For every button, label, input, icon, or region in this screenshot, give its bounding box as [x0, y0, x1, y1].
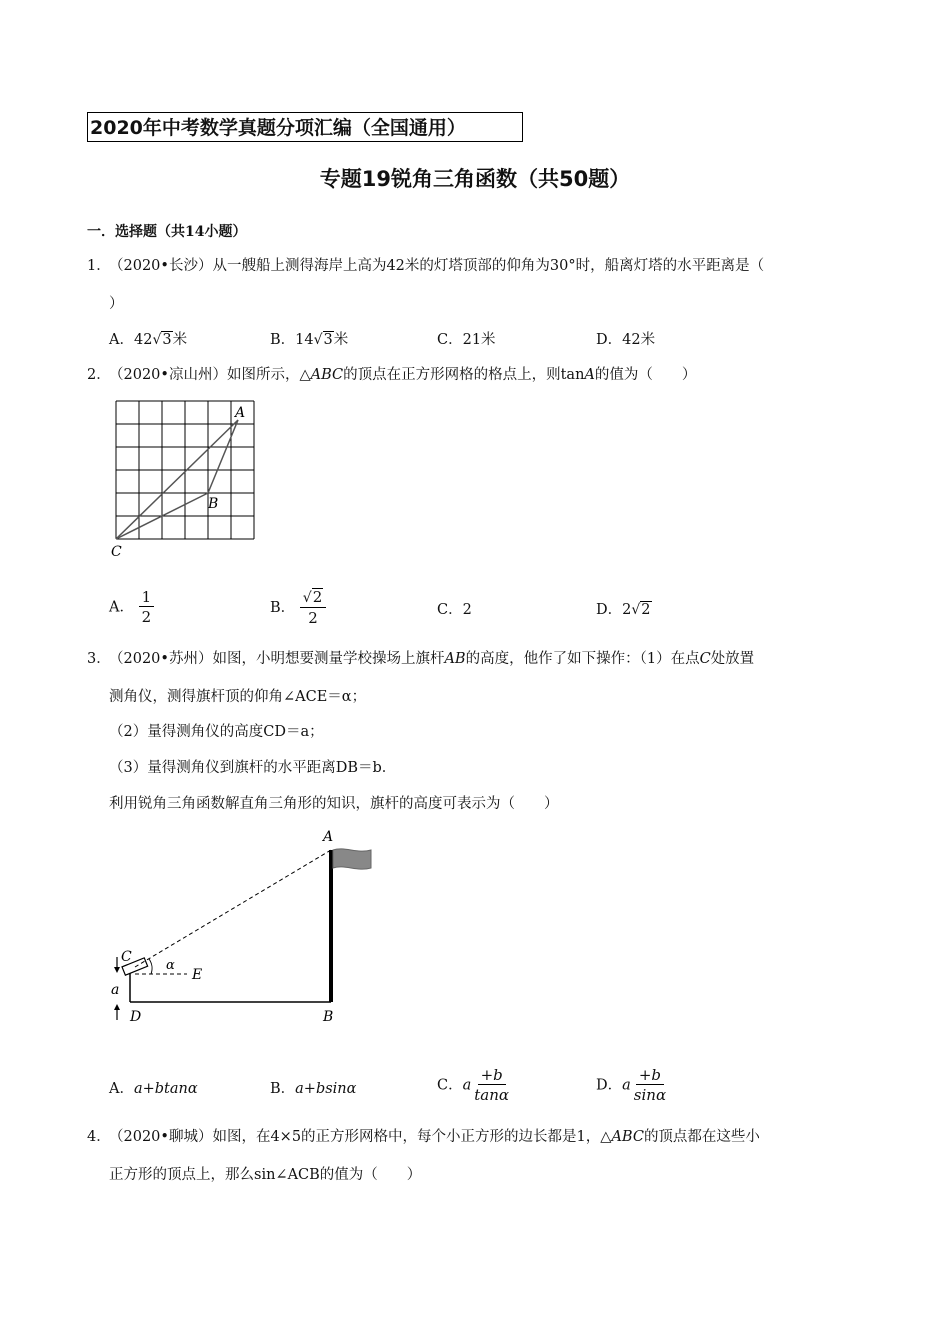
- label-e: E: [192, 967, 203, 983]
- q3-text-line3: （2）量得测角仪的高度CD＝a；: [109, 724, 324, 740]
- q1-option-b: B．14√3米: [270, 332, 349, 348]
- q1-option-c: C．21米: [437, 332, 496, 348]
- q1-option-d: D．42米: [596, 332, 656, 348]
- label-b: B: [323, 1009, 334, 1025]
- arrow-down-icon: [114, 967, 120, 973]
- label-height-a: a: [111, 982, 120, 998]
- doc-title: 专题19锐角三角函数（共50题）: [319, 167, 631, 191]
- arrow-up-icon: [114, 1004, 120, 1010]
- q3-option-d: D．a $\frac{+b}{\sin\alpha}$: [596, 1066, 667, 1104]
- q4-text-line1: （2020•聊城）如图，在4×5的正方形网格中，每个小正方形的边长都是1，△ABC的顶点都在这些小: [109, 1129, 760, 1145]
- q3-number: 3．: [87, 651, 111, 667]
- series-title: 2020年中考数学真题分项汇编（全国通用）: [87, 112, 523, 142]
- label-b: B: [208, 496, 219, 512]
- q3-option-c: C．a $\frac{+b}{\tan\alpha}$: [437, 1066, 510, 1104]
- section-heading: 一．选择题（共14小题）: [87, 224, 247, 240]
- q4-text-line2: 正方形的顶点上，那么sin∠ACB的值为（ ）: [109, 1167, 422, 1183]
- q3-option-a: A．a+btanα: [109, 1081, 198, 1097]
- q2-option-d: D．2√2: [596, 602, 651, 618]
- q3-text-line4: （3）量得测角仪到旗杆的水平距离DB＝b．: [109, 760, 397, 776]
- q2-number: 2．: [87, 367, 111, 383]
- label-a: A: [323, 829, 334, 845]
- label-alpha: α: [166, 958, 175, 973]
- q3-text-line5: 利用锐角三角函数解直角三角形的知识，旗杆的高度可表示为（ ）: [109, 796, 559, 812]
- label-a: A: [235, 405, 246, 421]
- q2-option-a: A． $\frac{1}{2}$: [109, 588, 154, 627]
- triangle-abc: [116, 420, 238, 539]
- q2-text: （2020•凉山州）如图所示，△ABC的顶点在正方形网格的格点上，则tanA的值为（ ）: [109, 367, 697, 383]
- q2-option-b: B． $\frac{√2}{2}$: [270, 588, 326, 628]
- q1-text-cont: ）: [109, 296, 124, 312]
- label-d: D: [130, 1009, 142, 1025]
- q4-number: 4．: [87, 1129, 111, 1145]
- flag: [333, 849, 371, 869]
- label-c: C: [121, 949, 132, 965]
- q1-number: 1．: [87, 258, 111, 274]
- angle-arc: [149, 959, 152, 974]
- q2-grid-figure: [100, 395, 270, 565]
- q3-text-line1: （2020•苏州）如图，小明想要测量学校操场上旗杆AB的高度，他作了如下操作：（1）在点C处放置: [109, 651, 755, 667]
- q1-option-a: A．42√3米: [109, 332, 188, 348]
- q2-option-c: C．2: [437, 602, 472, 618]
- q1-text: （2020•长沙）从一艘船上测得海岸上高为42米的灯塔顶部的仰角为30°时，船离灯塔的水平距离是（: [109, 258, 765, 274]
- q3-option-b: B．a+bsinα: [270, 1081, 357, 1097]
- label-c: C: [111, 544, 122, 560]
- q3-text-line2: 测角仪，测得旗杆顶的仰角∠ACE＝α；: [109, 689, 367, 705]
- q3-flagpole-figure: [105, 822, 385, 1032]
- sight-line-ca: [135, 850, 331, 967]
